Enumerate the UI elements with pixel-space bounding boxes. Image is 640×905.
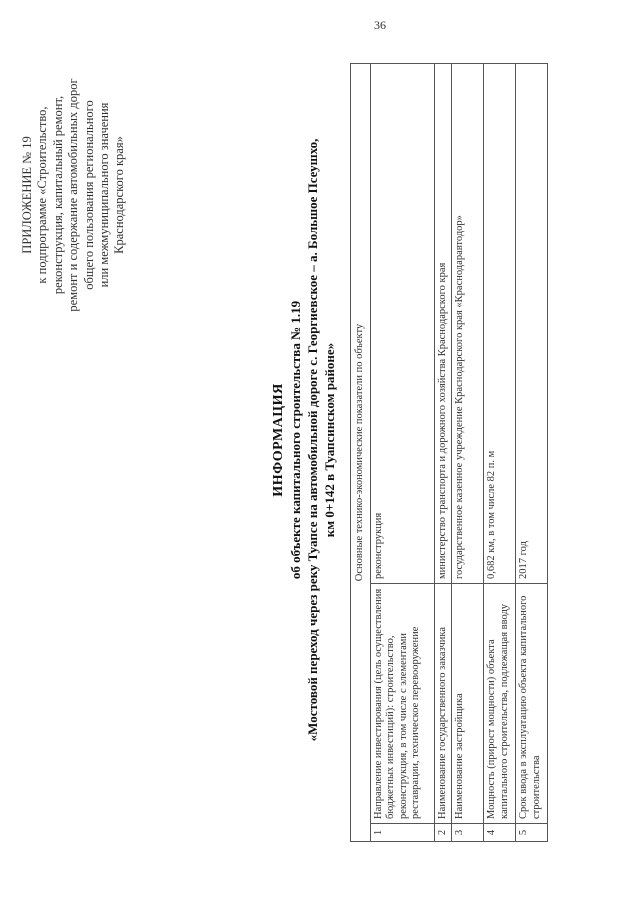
row-label: Срок ввода в эксплуатацию объекта капитального строительства: [516, 584, 548, 824]
row-number: 5: [516, 824, 548, 842]
row-number: 1: [370, 824, 434, 842]
appendix-line: ремонт и содержание автомобильных дорог: [66, 78, 81, 312]
row-label: Наименование государственного заказчика: [434, 584, 452, 824]
row-value: государственное казенное учреждение Краснодарского края «Краснодаравтодор»: [452, 64, 484, 584]
appendix-line: общего пользования регионального: [81, 100, 96, 290]
page-number: 36: [374, 18, 386, 32]
rotated-page-content: [20, 40, 590, 870]
info-subtitle: об объекте капитального строительства № 1.19: [288, 300, 303, 580]
info-heading: ИНФОРМАЦИЯ: [271, 383, 286, 497]
row-number: 2: [434, 824, 452, 842]
row-value: 0,682 км, в том числе 82 п. м: [484, 64, 516, 584]
row-number: 4: [484, 824, 516, 842]
appendix-line: ПРИЛОЖЕНИЕ № 19: [20, 136, 34, 254]
row-number: 3: [452, 824, 484, 842]
table-header-row: [351, 64, 371, 842]
row-label: Наименование застройщика: [452, 584, 484, 824]
appendix-line: реконструкция, капитальный ремонт,: [50, 95, 65, 295]
appendix-line: к подпрограмме «Строительство,: [35, 106, 50, 284]
table-row: [434, 64, 452, 842]
appendix-block: [20, 50, 128, 340]
table-row: [370, 64, 434, 842]
table-row: [516, 64, 548, 842]
row-value: министерство транспорта и дорожного хозяйства Краснодарского края: [434, 64, 452, 584]
row-label: Направление инвестирования (цель осуществления бюджетных инвестиций): строительство, реконструкция, в том числе с элементами реставрации, техническое перевооружение: [370, 584, 434, 824]
info-title-block: [270, 50, 338, 830]
row-label: Мощность (прирост мощности) объекта капитального строительства, подлежащая вводу: [484, 584, 516, 824]
table-row: [484, 64, 516, 842]
appendix-line: или межмуниципального значения: [97, 102, 112, 288]
row-value: 2017 год: [516, 64, 548, 584]
object-name-line2: км 0+142 в Туапсинском районе»: [322, 342, 337, 538]
object-name-line1: «Мостовой переход через реку Туапсе на автомобильной дороге с. Георгиевское – а. Большое Псеушхо,: [305, 138, 320, 742]
indicators-table: [350, 63, 548, 842]
table-header: Основные технико-экономические показатели по объекту: [351, 64, 371, 842]
table-row: [452, 64, 484, 842]
appendix-line: Краснодарского края»: [112, 136, 127, 254]
row-value: реконструкция: [370, 64, 434, 584]
